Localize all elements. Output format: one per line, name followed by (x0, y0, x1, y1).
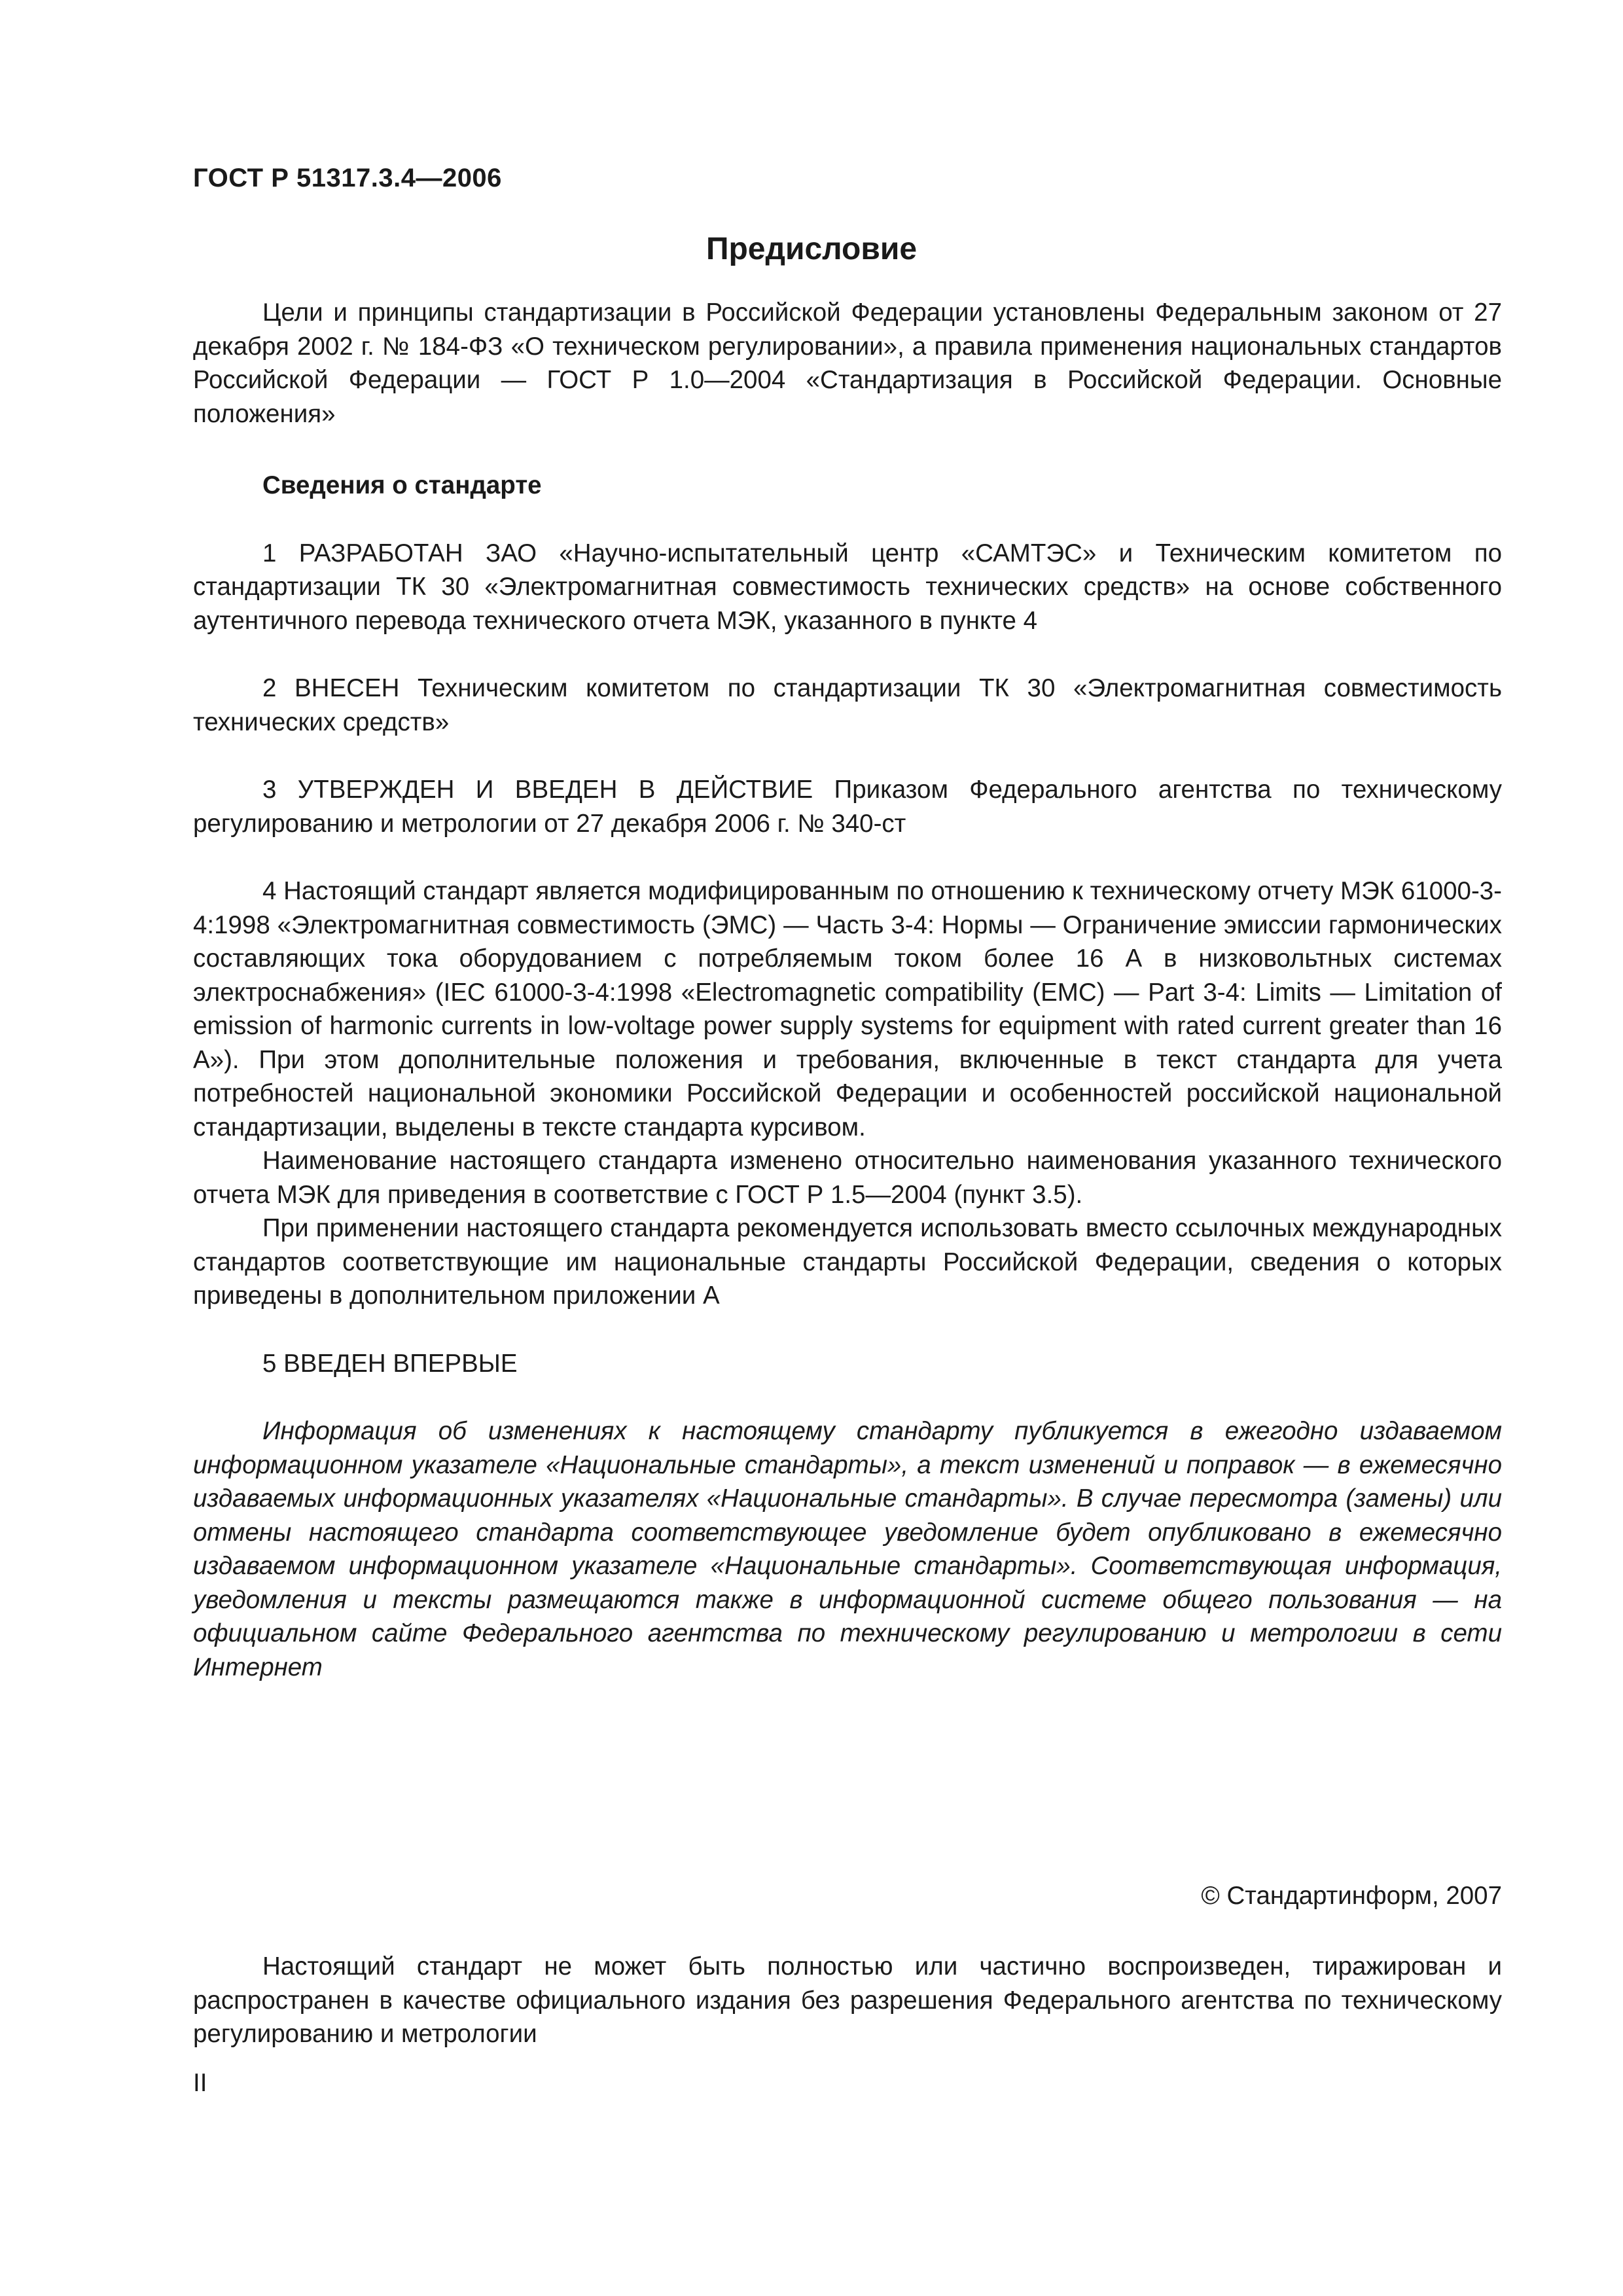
reproduction-notice (193, 1950, 1502, 2051)
intro-paragraph: Цели и принципы стандартизации в Российской Федерации установлены Федеральным законом от 27 декабря 2002 г. № 184-ФЗ «О техническом регулировании», а правила применения национальных стандартов Российской Федерации — ГОСТ Р 1.0—2004 «Стандартизация в Российской Федерации. Основные положения» (193, 298, 1502, 428)
page-number: II (193, 2069, 207, 2097)
changes-info-paragraph: Информация об изменениях к настоящему стандарту публикуется в ежегодно издаваемом информационном указателе «Национальные стандарты», а текст изменений и поправок — в ежемесячно издаваемых информационных указателях «Национальные стандарты». В случае пересмотра (замены) или отмены настоящего стандарта соответствующее уведомление будет опубликовано в ежемесячно издаваемом информационном указателе «Национальные стандарты». Соответствующая информация, уведомления и тексты размещаются также в информационной системе общего пользования — на официальном сайте Федерального агентства по техническому регулированию и метрологии в сети Интернет (193, 1417, 1502, 1681)
foreword-body (193, 296, 1502, 1684)
item-4-references: При применении настоящего стандарта рекомендуется использовать вместо ссылочных международных стандартов соответствующие им национальные стандарты Российской Федерации, сведения о которых приведены в дополнительном приложении А (193, 1214, 1502, 1310)
item-5-introduced: 5 ВВЕДЕН ВПЕРВЫЕ (262, 1349, 518, 1378)
page-title: Предисловие (705, 232, 918, 266)
item-4-modified: 4 Настоящий стандарт является модифицированным по отношению к техническому отчету МЭК 61000-3-4:1998 «Электромагнитная совместимость (ЭМС) — Часть 3-4: Нормы — Ограничение эмиссии гармонических составляющих тока оборудованием с потребляемым током более 16 А в низковольтных системах электроснабжения» (IEC 61000-3-4:1998 «Electromagnetic compatibility (EMC) — Part 3-4: Limits — Limitation of emission of harmonic currents in low-voltage power supply systems for equipment with rated current greater than 16 A»). При этом дополнительные положения и требования, включенные в текст стандарта для учета потребностей национальной экономики Российской Федерации и особенностей российской национальной стандартизации, выделены в тексте стандарта курсивом. (193, 877, 1502, 1141)
standard-info-heading: Сведения о стандарте (262, 471, 542, 499)
item-2-submitted: 2 ВНЕСЕН Техническим комитетом по стандартизации ТК 30 «Электромагнитная совместимость технических средств» (193, 674, 1502, 736)
copyright-line: © Стандартинформ, 2007 (1201, 1882, 1502, 1910)
reproduction-notice-text: Настоящий стандарт не может быть полностью или частично воспроизведен, тиражирован и распространен в качестве официального издания без разрешения Федерального агентства по техническому регулированию и метрологии (193, 1952, 1502, 2048)
item-1-developed: 1 РАЗРАБОТАН ЗАО «Научно-испытательный центр «САМТЭС» и Техническим комитетом по стандартизации ТК 30 «Электромагнитная совместимость технических средств» на основе собственного аутентичного перевода технического отчета МЭК, указанного в пункте 4 (193, 539, 1502, 635)
item-4-name-changed: Наименование настоящего стандарта изменено относительно наименования указанного технического отчета МЭК для приведения в соответствие с ГОСТ Р 1.5—2004 (пункт 3.5). (193, 1147, 1502, 1209)
item-3-approved: 3 УТВЕРЖДЕН И ВВЕДЕН В ДЕЙСТВИЕ Приказом Федерального агентства по техническому регулированию и метрологии от 27 декабря 2006 г. № 340-ст (193, 776, 1502, 838)
document-code-header: ГОСТ Р 51317.3.4—2006 (193, 164, 502, 192)
